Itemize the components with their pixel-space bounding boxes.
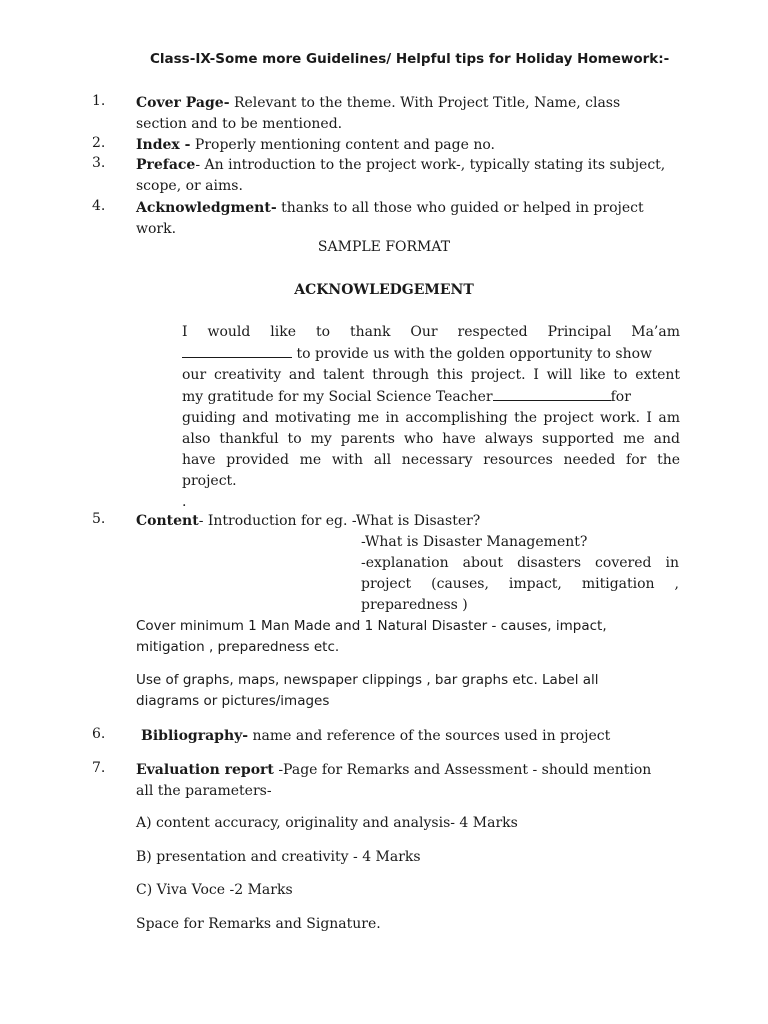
ack-line: to provide us with the golden opportunity to show: [182, 343, 680, 365]
content-graphs-note: Use of graphs, maps, newspaper clippings , bar graphs etc. Label all diagrams or pictures/images: [136, 672, 599, 709]
item-number: 3.: [92, 155, 106, 171]
item-text-cont: section and to be mentioned.: [136, 116, 343, 132]
content-subpoint: -What is Disaster Management?: [361, 534, 588, 550]
item-heading: Bibliography-: [141, 728, 249, 744]
item-number: 2.: [92, 135, 106, 151]
acknowledgement-heading: ACKNOWLEDGEMENT: [294, 282, 474, 298]
item-number: 6.: [92, 726, 106, 742]
item-text: - An introduction to the project work-, typically stating its subject,: [195, 157, 666, 173]
item-text: thanks to all those who guided or helped in project: [276, 200, 644, 216]
evaluation-criterion-c: C) Viva Voce -2 Marks: [136, 882, 293, 898]
principal-name-blank: [182, 343, 292, 358]
acknowledgement-sample-paragraph: [182, 322, 680, 513]
item-number: 5.: [92, 511, 106, 527]
sample-format-heading: SAMPLE FORMAT: [317, 239, 451, 255]
teacher-name-blank: [493, 386, 611, 401]
item-text-cont: work.: [136, 221, 177, 237]
item-text: name and reference of the sources used in project: [248, 728, 611, 744]
item-heading: Evaluation report: [136, 762, 274, 778]
item-text: Properly mentioning content and page no.: [190, 137, 495, 153]
content-subpoint: project (causes, impact, mitigation ,: [361, 576, 679, 592]
content-subpoints: [361, 532, 679, 616]
item-heading: Preface: [136, 157, 196, 173]
content-subpoint: preparedness ): [361, 597, 468, 613]
item-text: - Introduction for eg. -What is Disaster?: [198, 513, 481, 529]
ack-line: project.: [182, 473, 237, 489]
ack-line: I would like to thank Our respected Principal Ma’am: [182, 324, 680, 340]
ack-line: .: [182, 494, 187, 510]
evaluation-criterion-b: B) presentation and creativity - 4 Marks: [136, 849, 421, 865]
ack-line: also thankful to my parents who have always supported me and: [182, 431, 680, 447]
content-subpoint: -explanation about disasters covered in: [361, 555, 679, 571]
ack-line: my gratitude for my Social Science Teacher for: [182, 386, 680, 408]
content-cover-note: Cover minimum 1 Man Made and 1 Natural Disaster - causes, impact, mitigation , preparedness etc.: [136, 618, 607, 655]
ack-line: guiding and motivating me in accomplishing the project work. I am: [182, 410, 680, 426]
item-heading: Cover Page-: [136, 95, 230, 111]
item-text-cont: scope, or aims.: [136, 178, 243, 194]
evaluation-criterion-a: A) content accuracy, originality and analysis- 4 Marks: [136, 815, 518, 831]
item-heading: Index -: [136, 137, 191, 153]
item-heading: Acknowledgment-: [136, 200, 277, 216]
ack-line: our creativity and talent through this project. I will like to extent: [182, 367, 680, 383]
page-title: Class-IX-Some more Guidelines/ Helpful tips for Holiday Homework:-: [150, 51, 670, 67]
item-text: -Page for Remarks and Assessment - should mention: [273, 762, 652, 778]
item-number: 7.: [92, 760, 106, 776]
ack-line: have provided me with all necessary resources needed for the: [182, 452, 680, 468]
item-text: Relevant to the theme. With Project Title, Name, class: [229, 95, 621, 111]
item-heading: Content: [136, 513, 199, 529]
item-text-cont: all the parameters-: [136, 783, 272, 799]
remarks-signature-note: Space for Remarks and Signature.: [136, 916, 381, 932]
item-number: 1.: [92, 93, 106, 109]
item-number: 4.: [92, 198, 106, 214]
